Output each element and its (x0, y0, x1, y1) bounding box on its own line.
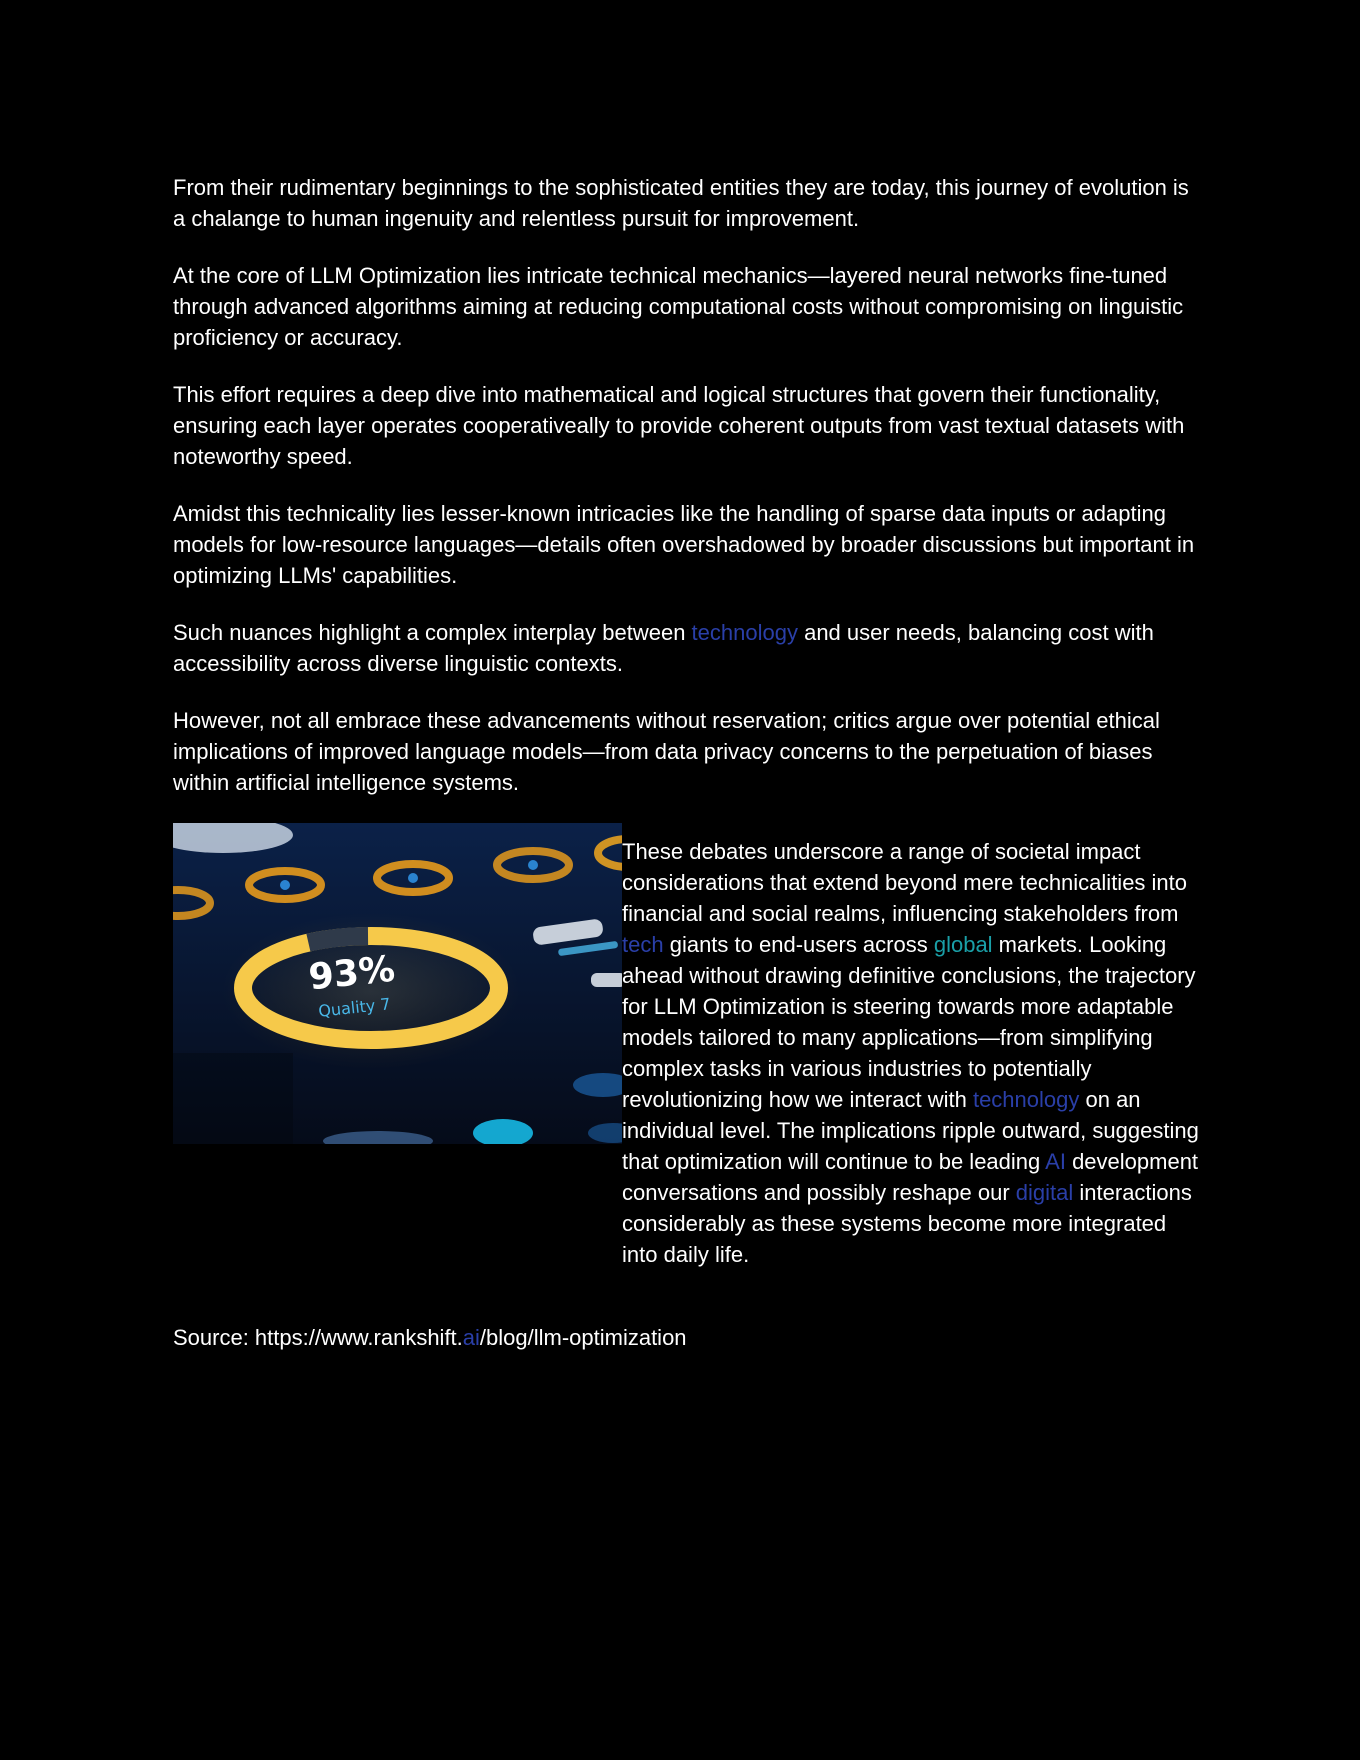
paragraph-3: This effort requires a deep dive into mathematical and logical structures that govern their functionality, ensuring each layer operates cooperativeally to provide coherent outputs from vast textual datasets with noteworthy speed. (173, 382, 1185, 469)
digital-link[interactable]: digital (1015, 1180, 1074, 1205)
paragraph-6: However, not all embrace these advancements without reservation; critics argue over potential ethical implications of improved language models—from data privacy concerns to the perpetuation of biases within artificial intelligence systems. (173, 708, 1160, 795)
source-prefix: Source: https://www.rankshift. (173, 1325, 463, 1350)
source-line (173, 1322, 1203, 1353)
media-block (173, 824, 1203, 1296)
quality-percent: 93% (306, 948, 397, 999)
source-ai-link[interactable]: ai (462, 1325, 480, 1350)
paragraph-5 (173, 617, 1203, 679)
paragraph-5-text-before: Such nuances highlight a complex interplay between (173, 620, 692, 645)
paragraph-5-text-after: and user needs, balancing cost with accessibility across diverse linguistic contexts. (173, 620, 1154, 676)
global-link[interactable]: global (933, 932, 993, 957)
paragraph-4: Amidst this technicality lies lesser-known intricacies like the handling of sparse data inputs or adapting models for low-resource languages—details often overshadowed by broader discussions but important in optimizing LLMs' capabilities. (173, 501, 1195, 588)
source-suffix: /blog/llm-optimization (479, 1325, 687, 1350)
media-text-5: development conversations and possibly reshape our (622, 1149, 1199, 1205)
media-text-4: on an individual level. The implications ripple outward, suggesting that optimization will continue to be leading (622, 1087, 1199, 1174)
technology-link-2[interactable]: technology (972, 1087, 1080, 1112)
article-body (173, 172, 1203, 1379)
technology-link[interactable]: technology (691, 620, 798, 645)
paragraph-2: At the core of LLM Optimization lies intricate technical mechanics—layered neural networks fine-tuned through advanced algorithms aiming at reducing computational costs without compromising on linguistic proficiency or accuracy. (173, 263, 1184, 350)
media-paragraph (622, 824, 1202, 1270)
quality-dashboard-image (173, 823, 622, 1144)
quality-label: Quality 7 (317, 994, 392, 1021)
media-text-6: interactions considerably as these systems become more integrated into daily life. (622, 1180, 1192, 1267)
media-text-1: These debates underscore a range of societal impact considerations that extend beyond mere technicalities into financial and social realms, influencing stakeholders from (622, 839, 1188, 926)
paragraph-1: From their rudimentary beginnings to the sophisticated entities they are today, this journey of evolution is a chalange to human ingenuity and relentless pursuit for improvement. (173, 175, 1189, 231)
media-text-3: markets. Looking ahead without drawing definitive conclusions, the trajectory for LLM Optimization is steering towards more adaptable models tailored to many applications—from simplifying complex tasks in various industries to potentially revolutionizing how we interact with (622, 932, 1196, 1112)
tech-link[interactable]: tech (622, 932, 664, 957)
media-text-2: giants to end-users across (663, 932, 934, 957)
dashboard-illustration (173, 823, 622, 1144)
ai-link[interactable]: AI (1045, 1149, 1066, 1174)
